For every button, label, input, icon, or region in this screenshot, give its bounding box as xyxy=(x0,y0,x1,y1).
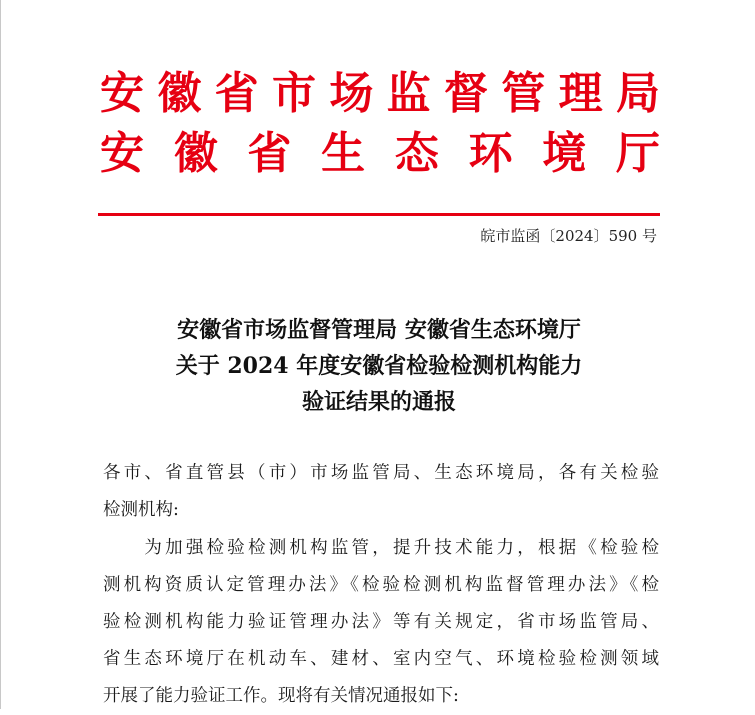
document-number: 皖市监函〔2024〕590 号 xyxy=(480,227,657,245)
paragraph-line-2: 测机构资质认定管理办法》《检验检测机构监督管理办法》《检 xyxy=(103,575,659,595)
paragraph-line-5: 开展了能力验证工作。现将有关情况通报如下: xyxy=(103,686,459,706)
red-separator-rule xyxy=(98,213,660,216)
document-title xyxy=(98,312,660,420)
title-line-1: 安徽省市场监督管理局 安徽省生态环境厅 xyxy=(177,317,581,343)
body-paragraph-1 xyxy=(103,530,659,715)
paragraph-line-3: 验检测机构能力验证管理办法》等有关规定，省市场监管局、 xyxy=(103,612,659,632)
title-line-2: 关于 2024 年度安徽省检验检测机构能力 xyxy=(175,353,583,379)
issuer-header-ecology-environment: 安徽省生态环境厅 xyxy=(100,128,660,179)
addressee-block xyxy=(103,455,659,529)
addressee-line-2: 检测机构: xyxy=(103,500,179,520)
addressee-line-1: 各市、省直管县（市）市场监管局、生态环境局，各有关检验 xyxy=(103,463,659,483)
page-left-border xyxy=(0,0,1,709)
paragraph-line-1: 为加强检验检测机构监管，提升技术能力，根据《检验检 xyxy=(103,538,659,558)
issuer-header-market-regulation: 安徽省市场监督管理局 xyxy=(100,68,660,119)
paragraph-line-4: 省生态环境厅在机动车、建材、室内空气、环境检验检测领域 xyxy=(103,649,659,669)
title-line-3: 验证结果的通报 xyxy=(301,389,456,415)
